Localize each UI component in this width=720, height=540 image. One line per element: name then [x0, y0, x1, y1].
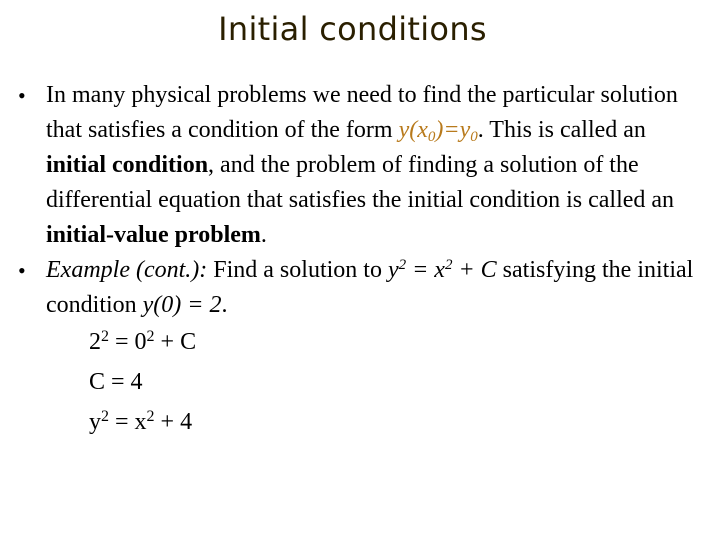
condition-formula: $y(x_0)=y_0$: [398, 117, 478, 145]
example-equation: $y^2 = x^2 + C$: [387, 257, 497, 283]
bullet-dot-icon: •: [18, 258, 26, 283]
bullet-example: [18, 253, 708, 323]
bullet-dot-icon: •: [18, 83, 26, 108]
example-text: Find a solution to: [207, 257, 388, 283]
bullet1-text-cont: , and the problem of finding a solution of the differential equation that satisfies the initial condition is called an: [46, 152, 675, 213]
example-label: Example (cont.):: [46, 257, 208, 283]
period: .: [221, 292, 228, 318]
term-initial-value-problem: initial-value problem: [46, 222, 261, 248]
bullet1-intro: In many physical problems we need to find the particular solution that satisfies a condition of the form: [46, 82, 678, 143]
example-text-cont: satisfying the initial condition: [46, 257, 694, 318]
example-condition: y(0) = 2: [142, 292, 222, 318]
bullet-list: [18, 78, 708, 323]
equation-line-1: $2^2 = 0^2 + C$: [89, 328, 197, 355]
equation-line-2: C = 4: [89, 369, 143, 395]
equation-line-3: $y^2 = x^2 + 4$: [89, 408, 193, 435]
period: .: [477, 117, 484, 143]
period: .: [260, 222, 267, 248]
bullet-initial-condition: [18, 78, 708, 253]
slide-title: Initial conditions: [218, 10, 487, 48]
bullet1-text: This is called an: [483, 117, 646, 143]
term-initial-condition: initial condition: [46, 152, 209, 178]
